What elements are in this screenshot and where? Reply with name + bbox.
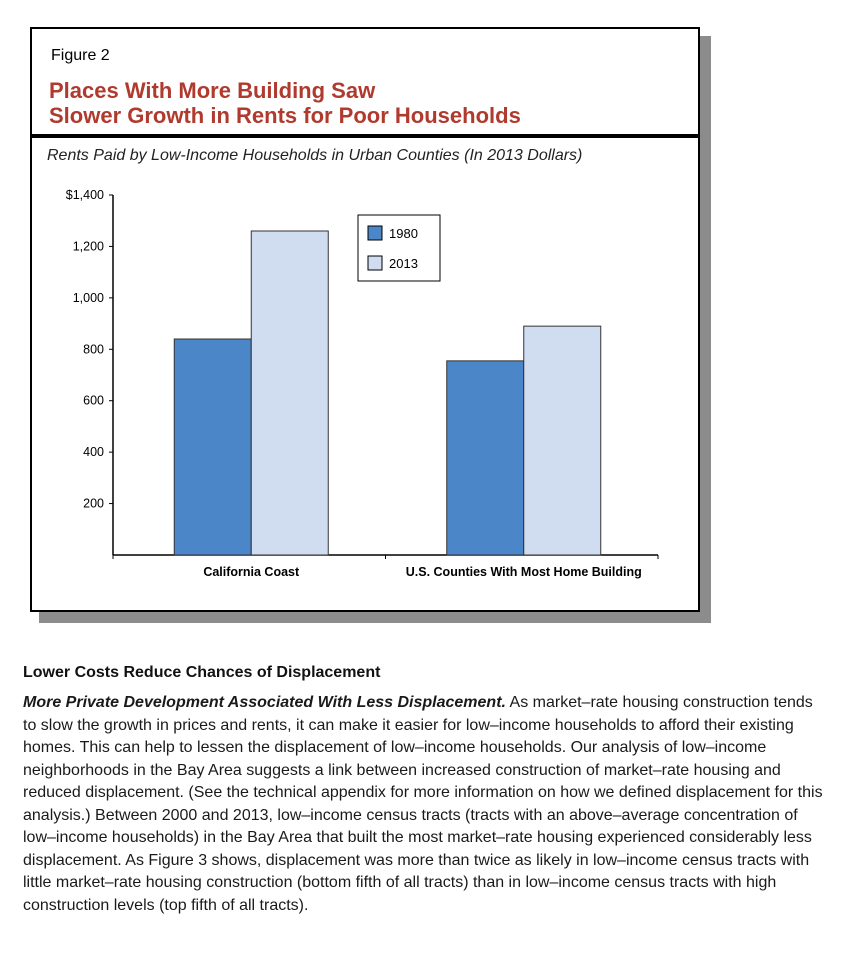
- figure-title-line-2: Slower Growth in Rents for Poor Households: [49, 103, 521, 128]
- figure-label: Figure 2: [51, 47, 110, 64]
- paragraph-text: As market–rate housing construction tends to slow the growth in prices and rents, it can make it easier for low–income households to afford their existing homes. This can help to lessen the displacement of low–income households. Our analysis of low–income neighborhoods in the Bay Area suggests a link between increased construction of market–rate housing and reduced displacement. (See the technical appendix for more information on how we defined displacement for this analysis.) Between 2000 and 2013, low–income census tracts (tracts with an above–average concentration of low–income households) in the Bay Area that built the most market–rate housing experienced considerably less displacement. As Figure 3 shows, displacement was more than twice as likely in low–income census tracts with little market–rate housing construction (bottom fifth of all tracts) than in low–income census tracts with high construction levels (top fifth of all tracts).: [23, 694, 823, 914]
- y-tick-label: $1,400: [65, 188, 104, 202]
- y-tick-label: 200: [83, 496, 104, 511]
- bar-chart: [32, 29, 698, 610]
- figure-title-line-1: Places With More Building Saw: [49, 78, 376, 103]
- bar-2013-2: [524, 326, 601, 555]
- legend-label: 2013: [389, 256, 418, 271]
- article-body: [23, 660, 823, 917]
- legend-swatch: [368, 226, 382, 240]
- legend-swatch: [368, 256, 382, 270]
- bar-2013-1: [251, 231, 328, 555]
- y-tick-label: 600: [83, 393, 104, 408]
- y-tick-label: 1,200: [72, 239, 104, 254]
- x-category-label: U.S. Counties With Most Home Building: [405, 565, 642, 579]
- bar-1980-2: [447, 361, 524, 555]
- y-tick-label: 400: [83, 445, 104, 460]
- chart-subtitle: Rents Paid by Low-Income Households in Urban Counties (In 2013 Dollars): [47, 147, 583, 164]
- article-paragraph: [23, 692, 823, 917]
- legend-box: [358, 215, 440, 281]
- x-category-label: California Coast: [203, 565, 300, 579]
- section-heading: Lower Costs Reduce Chances of Displacement: [23, 664, 381, 681]
- bar-1980-1: [174, 339, 251, 555]
- y-tick-label: 1,000: [72, 290, 104, 305]
- paragraph-lead: More Private Development Associated With Less Displacement.: [23, 694, 506, 711]
- figure-panel: [30, 27, 700, 612]
- legend-label: 1980: [389, 226, 418, 241]
- y-tick-label: 800: [83, 342, 104, 357]
